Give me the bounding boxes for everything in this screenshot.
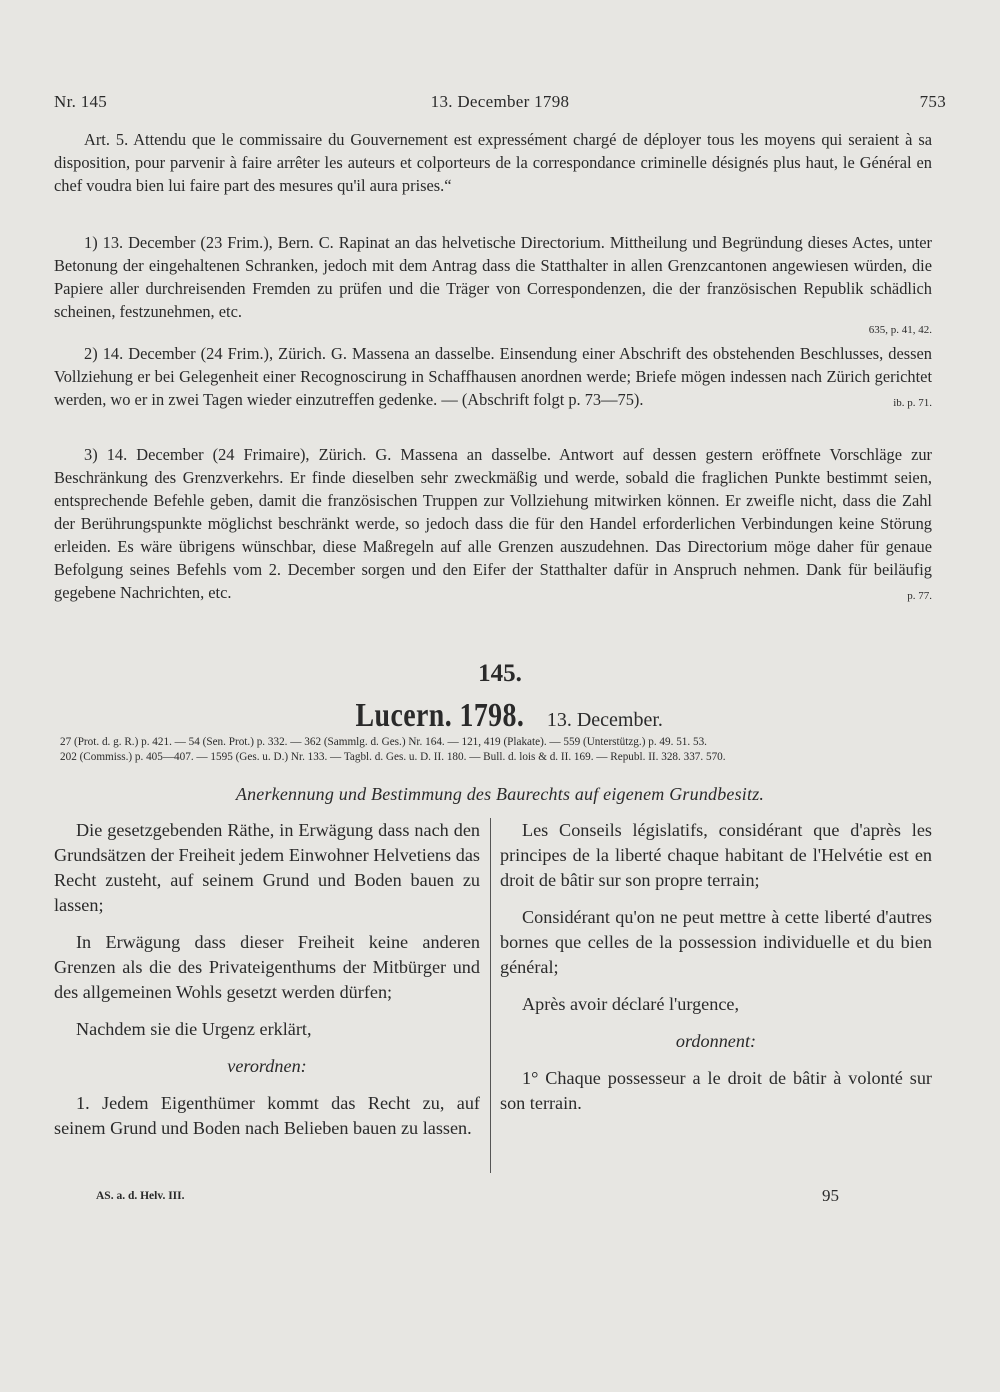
reference-line: 27 (Prot. d. g. R.) p. 421. — 54 (Sen. Prot.) p. 332. — 362 (Sammlg. d. Ges.) Nr. 164. — 121, 419 (Plakate). — 559 (Unterstützg.) p. 49. 51. 53. [60, 736, 707, 748]
article-5-text: Art. 5. Attendu que le commissaire du Gouvernement est expressément chargé de déployer tous les moyens qui seraient à sa disposition, pour parvenir à faire arrêter les auteurs et colporteurs de la correspondance criminelle désignés plus haut, le Général en chef voudra bien lui faire part des mesures qu'il aura prises.“ [54, 130, 932, 195]
archival-references [60, 735, 920, 765]
document-date: 13. December. [546, 709, 663, 731]
page-number: 753 [919, 92, 946, 111]
footnote-3 [54, 443, 932, 608]
german-paragraph: Die gesetzgebenden Räthe, in Erwägung dass nach den Grundsätzen der Freiheit jedem Einwohner Helvetiens das Recht zusteht, auf seinem Grund und Boden bauen zu lassen; [54, 820, 480, 915]
column-divider [490, 818, 491, 1173]
footnote-1-source: 635, p. 41, 42. [868, 324, 932, 336]
running-header-date: 13. December 1798 [430, 92, 570, 111]
french-column [500, 818, 932, 1128]
french-enacting-formula: ordonnent: [675, 1031, 757, 1051]
footer-sheet-number: 95 [822, 1186, 839, 1205]
footnote-3-text: 3) 14. December (24 Frimaire), Zürich. G. Massena an dasselbe. Antwort auf dessen gestern eröffnete Vorschläge zur Beschränkung des Grenzverkehrs. Er finde dieselben sehr zweckmäßig und werde, sobald die fraglichen Punkte bestimmt seien, entsprechende Befehle geben, damit die französischen Truppen zur Vollziehung mitwirken können. Er zweifle nicht, dass die Zahl der Berührungspunkte möglichst beschränkt werde, so jedoch dass die für den Handel erforderlichen Verbindungen keine Störung erleiden. Es wäre übrigens wünschbar, diese Maßregeln auf alle Grenzen auszudehnen. Das Directorium möge daher für genaue Befolgung seines Befehls vom 2. December sorgen und den Eifer der Statthalter dafür in Anspruch nehmen. Dank für beiläufig gegebene Nachrichten, etc. [54, 445, 932, 602]
document-number: 145. [478, 660, 522, 687]
footnote-3-source: p. 77. [907, 590, 932, 602]
reference-line: 202 (Commiss.) p. 405—407. — 1595 (Ges. u. D.) Nr. 133. — Tagbl. d. Ges. u. D. II. 180. — Bull. d. lois & d. II. 169. — Republ. II. 328. 337. 570. [60, 751, 726, 763]
german-enacting-formula: verordnen: [227, 1056, 307, 1076]
footnote-2 [54, 342, 932, 415]
french-paragraph: Considérant qu'on ne peut mettre à cette liberté d'autres bornes que celles de la possession individuelle et du bien général; [500, 907, 932, 977]
footer-source-signature: AS. a. d. Helv. III. [96, 1190, 185, 1202]
french-article-1: 1° Chaque possesseur a le droit de bâtir à volonté sur son terrain. [500, 1068, 932, 1113]
article-5-paragraph [54, 128, 932, 197]
french-paragraph: Après avoir déclaré l'urgence, [522, 994, 740, 1014]
german-column [54, 818, 480, 1153]
german-paragraph: Nachdem sie die Urgenz erklärt, [76, 1019, 312, 1039]
german-article-1: 1. Jedem Eigenthümer kommt das Recht zu, auf seinem Grund und Boden nach Belieben bauen zu lassen. [54, 1093, 480, 1138]
footnote-2-source: ib. p. 71. [893, 397, 932, 409]
german-paragraph: In Erwägung dass dieser Freiheit keine anderen Grenzen als die des Privateigenthums der Mitbürger und des allgemeinen Wohls gesetzt werden dürfen; [54, 932, 480, 1002]
running-header-number: Nr. 145 [54, 92, 108, 111]
footnote-1-text: 1) 13. December (23 Frim.), Bern. C. Rapinat an das helvetische Directorium. Mittheilung und Begründung dieses Actes, unter Betonung der eingehaltenen Schranken, jedoch mit dem Antrag dass die Statthalter in allen Grenzcantonen angewiesen würden, die Papiere aller durchreisenden Fremden zu prüfen und die Träger von Correspondenzen, die der französischen Republik schädlich scheinen, festzunehmen, etc. [54, 233, 932, 321]
document-dateline [0, 697, 1000, 735]
footnote-1 [54, 231, 932, 338]
french-paragraph: Les Conseils législatifs, considérant que d'après les principes de la liberté chaque habitant de l'Helvétie est en droit de bâtir sur son propre terrain; [500, 820, 932, 890]
footnote-2-text: 2) 14. December (24 Frim.), Zürich. G. Massena an dasselbe. Einsendung einer Abschrift des obstehenden Beschlusses, dessen Vollziehung er bei Gelegenheit einer Recognoscirung in Schaffhausen anordnen werde; Briefe mögen indessen nach Zürich gerichtet werden, wo er in zwei Tagen wieder einzutreffen gedenke. — (Abschrift folgt p. 73—75). [54, 344, 932, 409]
document-place: Lucern. 1798. [355, 697, 525, 734]
document-subject: Anerkennung und Bestimmung des Baurechts auf eigenem Grundbesitz. [235, 784, 765, 804]
